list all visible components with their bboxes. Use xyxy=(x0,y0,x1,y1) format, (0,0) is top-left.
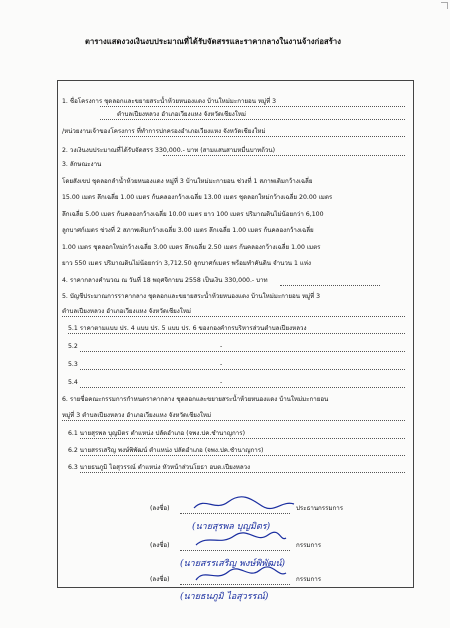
role-member-1: กรรมการ xyxy=(296,542,322,549)
sign-label-1: (ลงชื่อ) xyxy=(150,505,170,512)
item-1-location: ตำบลเปียงหลวง อำเภอเวียงแหง จังหวัดเชียงใหม่ xyxy=(117,111,246,118)
item-5-2-value: - xyxy=(220,343,223,350)
dotted-line xyxy=(100,119,405,120)
item-4-median-price: 4. ราคากลางคำนวณ ณ วันที่ 18 พฤศจิกายน 2558 เป็นเงิน 330,000.- บาท xyxy=(62,277,268,284)
dotted-line xyxy=(80,472,405,473)
dotted-line xyxy=(163,155,405,156)
dotted-line xyxy=(62,316,405,317)
document-title: ตารางแสดงวงเงินงบประมาณที่ได้รับจัดสรรและราคากลางในงานจ้างก่อสร้าง xyxy=(85,37,342,46)
item-5-4-label: 5.4 xyxy=(68,379,78,386)
item-6-location: หมู่ที่ 3 ตำบลเปียงหลวง อำเภอเวียงแหง จังหวัดเชียงใหม่ xyxy=(62,412,212,419)
item-3-desc-2: 15.00 เมตร ลึกเฉลี่ย 1.00 เมตร ก้นคลองกว้างเฉลี่ย 13.00 เมตร ชุดลอกใหม่กว้างเฉลี่ย 20.00 เมตร xyxy=(62,194,333,201)
sign-label-2: (ลงชื่อ) xyxy=(150,542,170,549)
dotted-line xyxy=(180,513,290,514)
item-1-agency: /หน่วยงานเจ้าของโครงการ ที่ทำการปกครองอำเภอเวียงแหง จังหวัดเชียงใหม่ xyxy=(62,128,266,135)
committee-member-2: 6.2 นายสรรเสริญ พงษ์พิพัฒน์ ตำแหน่ง ปลัดอำเภอ (จพง.ปค.ชำนาญการ) xyxy=(68,447,264,454)
signatory-name-2: (นายสรรเสริญ พงษ์พิพัฒน์) xyxy=(180,559,286,569)
dotted-line xyxy=(80,369,405,370)
dotted-line xyxy=(62,420,405,421)
role-chair: ประธานกรรมการ xyxy=(296,505,344,512)
dotted-line xyxy=(80,387,405,388)
signature-3 xyxy=(190,564,290,586)
item-3-desc-3: ลึกเฉลี่ย 5.00 เมตร ก้นคลองกว้างเฉลี่ย 10.00 เมตร ยาว 100 เมตร ปริมาณดินไม่น้อยกว่า 6,100 xyxy=(62,211,324,218)
dotted-line xyxy=(120,136,405,137)
dotted-line xyxy=(80,455,405,456)
page-corner-mark xyxy=(441,2,448,9)
item-3-desc-6: ยาว 550 เมตร ปริมาณดินไม่น้อยกว่า 3,712.50 ลูกบาศก์เมตร พร้อมทำคันดิน จำนวน 1 แห่ง xyxy=(62,260,311,267)
role-member-2: กรรมการ xyxy=(296,576,322,583)
item-5-3-label: 5.3 xyxy=(68,361,78,368)
committee-member-1: 6.1 นายสุรพล บุญมิตร ตำแหน่ง ปลัดอำเภอ (จพง.ปค.ชำนาญการ) xyxy=(68,430,245,437)
item-3-desc-4: ลูกบาศก์เมตร ช่วงที่ 2 สภาพเดิมกว้างเฉลี่ย 3.00 เมตร ลึกเฉลี่ย 1.00 เมตร ก้นคลองกว้างเฉลี่ย xyxy=(62,227,314,234)
item-5-location: ตำบลเปียงหลวง อำเภอเวียงแหง จังหวัดเชียงใหม่ xyxy=(62,308,191,315)
signatory-name-3: (นายธนภูมิ ไอสุวรรณ์) xyxy=(180,592,269,602)
item-5-2-label: 5.2 xyxy=(68,343,78,350)
dotted-line xyxy=(280,285,380,286)
dotted-line xyxy=(180,550,290,551)
dotted-line xyxy=(80,438,405,439)
sign-label-3: (ลงชื่อ) xyxy=(150,576,170,583)
item-3-desc-1: โดยสังเขป ชุดลอกลำน้ำห้วยหนองแดง หมู่ที่ 3 บ้านใหม่มะกายอน ช่วงที่ 1 สภาพเดิมกว้างเฉลี่ย xyxy=(62,178,313,185)
item-3-desc-5: 1.00 เมตร ชุดลอกใหม่กว้างเฉลี่ย 3.00 เมตร ลึกเฉลี่ย 2.50 เมตร ก้นคลองกว้างเฉลี่ย 1.00 เมตร xyxy=(62,244,321,251)
signature-2 xyxy=(190,530,290,550)
dotted-line xyxy=(68,333,405,334)
signature-1 xyxy=(190,494,300,514)
item-6-heading: 6. รายชื่อคณะกรรมการกำหนดราคากลาง ชุดลอกและขยายสระน้ำห้วยหนองแดง บ้านใหม่มะกายอน xyxy=(62,396,329,403)
item-2-budget: 2. วงเงินงบประมาณที่ได้รับจัดสรร 330,000.- บาท (สามแสนสามหมื่นบาทถ้วน) xyxy=(62,147,276,154)
item-3-heading: 3. ลักษณะงาน xyxy=(62,161,102,168)
committee-member-3: 6.3 นายธนภูมิ ไอสุวรรณ์ ตำแหน่ง หัวหน้าส่วนโยธา อบต.เปียงหลวง xyxy=(68,464,251,471)
item-5-1: 5.1 ราคาตามแบบ ปร. 4 แบบ ปร. 5 แบบ ปร. 6 ของกองคำกรบริหารส่วนตำบลเปียงหลวง xyxy=(68,325,307,332)
dotted-line xyxy=(80,351,405,352)
item-5-3-value: - xyxy=(220,361,223,368)
signatory-name-1: (นายสุรพล บุญมิตร) xyxy=(192,522,271,532)
item-5-heading: 5. บัญชีประมาณการราคากลาง ชุดลอกและขยายสระน้ำห้วยหนองแดง บ้านใหม่มะกายอน หมู่ที่ 3 xyxy=(62,293,321,300)
dotted-line xyxy=(180,584,290,585)
dotted-line xyxy=(100,106,405,107)
item-5-4-value: - xyxy=(220,379,223,386)
item-1-project-name: 1. ชื่อโครงการ ชุดลอกและขยายสระน้ำห้วยหนองแดง บ้านใหม่มะกายอน หมู่ที่ 3 xyxy=(62,98,277,105)
